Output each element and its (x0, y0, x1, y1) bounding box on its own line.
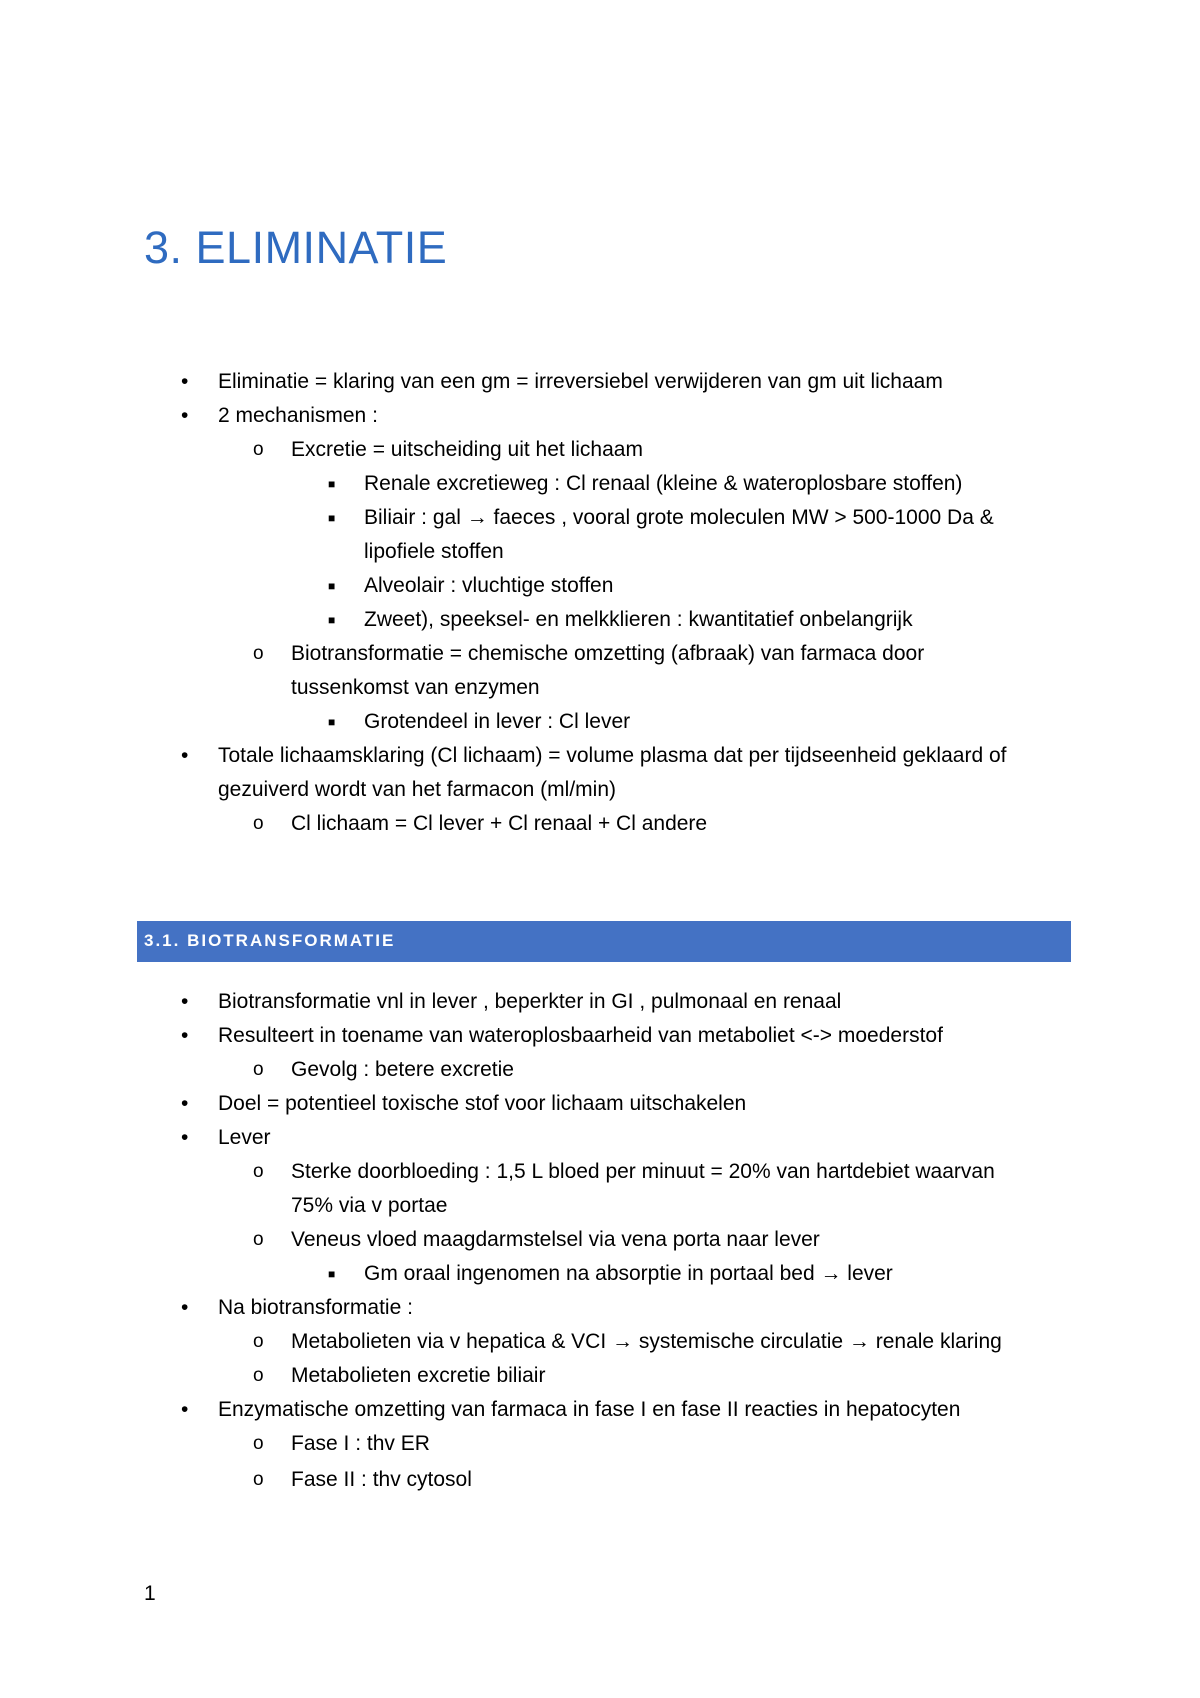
page-number: 1 (144, 1582, 156, 1605)
bullet-marker: ■ (328, 579, 336, 593)
bullet-marker: ■ (328, 477, 336, 491)
list-item: Biliair : gal → faeces , vooral grote moleculen MW > 500-1000 Da & (364, 506, 994, 529)
list-item: Gm oraal ingenomen na absorptie in portaal bed → lever (364, 1262, 893, 1285)
bullet-marker: ■ (328, 613, 336, 627)
bullet-marker: o (253, 1059, 264, 1080)
bullet-marker: ■ (328, 715, 336, 729)
bullet-marker: ■ (328, 1267, 336, 1281)
list-item-continuation: 75% via v portae (291, 1194, 448, 1217)
list-item-continuation: tussenkomst van enzymen (291, 676, 540, 699)
bullet-marker: • (181, 1296, 189, 1319)
list-item: Eliminatie = klaring van een gm = irreversiebel verwijderen van gm uit lichaam (218, 370, 943, 393)
bullet-marker: o (253, 1229, 264, 1250)
list-item: Alveolair : vluchtige stoffen (364, 574, 614, 597)
bullet-marker: o (253, 1161, 264, 1182)
bullet-marker: o (253, 439, 264, 460)
bullet-marker: o (253, 1365, 264, 1386)
bullet-marker: o (253, 1469, 264, 1490)
list-item: Na biotransformatie : (218, 1296, 413, 1319)
list-item: Metabolieten excretie biliair (291, 1364, 546, 1387)
list-item: Veneus vloed maagdarmstelsel via vena porta naar lever (291, 1228, 820, 1251)
bullet-marker: o (253, 813, 264, 834)
list-item: Sterke doorbloeding : 1,5 L bloed per minuut = 20% van hartdebiet waarvan (291, 1160, 995, 1183)
bullet-marker: • (181, 744, 189, 767)
list-item: Excretie = uitscheiding uit het lichaam (291, 438, 643, 461)
bullet-marker: • (181, 1024, 189, 1047)
section-title: 3.1. BIOTRANSFORMATIE (144, 931, 396, 950)
list-item: Lever (218, 1126, 271, 1149)
list-item: Fase I : thv ER (291, 1432, 430, 1455)
list-item: Totale lichaamsklaring (Cl lichaam) = volume plasma dat per tijdseenheid geklaard of (218, 744, 1007, 767)
bullet-marker: • (181, 1126, 189, 1149)
list-item: Doel = potentieel toxische stof voor lichaam uitschakelen (218, 1092, 747, 1115)
bullet-marker: • (181, 1092, 189, 1115)
list-item-continuation: gezuiverd wordt van het farmacon (ml/min) (218, 778, 616, 801)
bullet-marker: ■ (328, 511, 336, 525)
list-item: Metabolieten via v hepatica & VCI → systemische circulatie → renale klaring (291, 1330, 1002, 1353)
list-item: Gevolg : betere excretie (291, 1058, 514, 1081)
bullet-marker: o (253, 1331, 264, 1352)
list-item: Biotransformatie vnl in lever , beperkter in GI , pulmonaal en renaal (218, 990, 842, 1013)
bullet-marker: • (181, 404, 189, 427)
list-item: Biotransformatie = chemische omzetting (afbraak) van farmaca door (291, 642, 925, 665)
list-item: Grotendeel in lever : Cl lever (364, 710, 631, 733)
bullet-marker: o (253, 643, 264, 664)
bullet-marker: o (253, 1433, 264, 1454)
list-item: Fase II : thv cytosol (291, 1468, 472, 1491)
list-item: Zweet), speeksel- en melkklieren : kwantitatief onbelangrijk (364, 608, 913, 631)
bullet-marker: • (181, 990, 189, 1013)
bullet-marker: • (181, 370, 189, 393)
bullet-marker: • (181, 1398, 189, 1421)
list-item: Resulteert in toename van wateroplosbaarheid van metaboliet <-> moederstof (218, 1024, 943, 1047)
list-item: Cl lichaam = Cl lever + Cl renaal + Cl andere (291, 812, 708, 835)
list-item: Enzymatische omzetting van farmaca in fase I en fase II reacties in hepatocyten (218, 1398, 961, 1421)
list-item: 2 mechanismen : (218, 404, 378, 427)
list-item: Renale excretieweg : Cl renaal (kleine & wateroplosbare stoffen) (364, 472, 963, 495)
page-title: 3. ELIMINATIE (144, 222, 448, 273)
list-item-continuation: lipofiele stoffen (364, 540, 504, 563)
